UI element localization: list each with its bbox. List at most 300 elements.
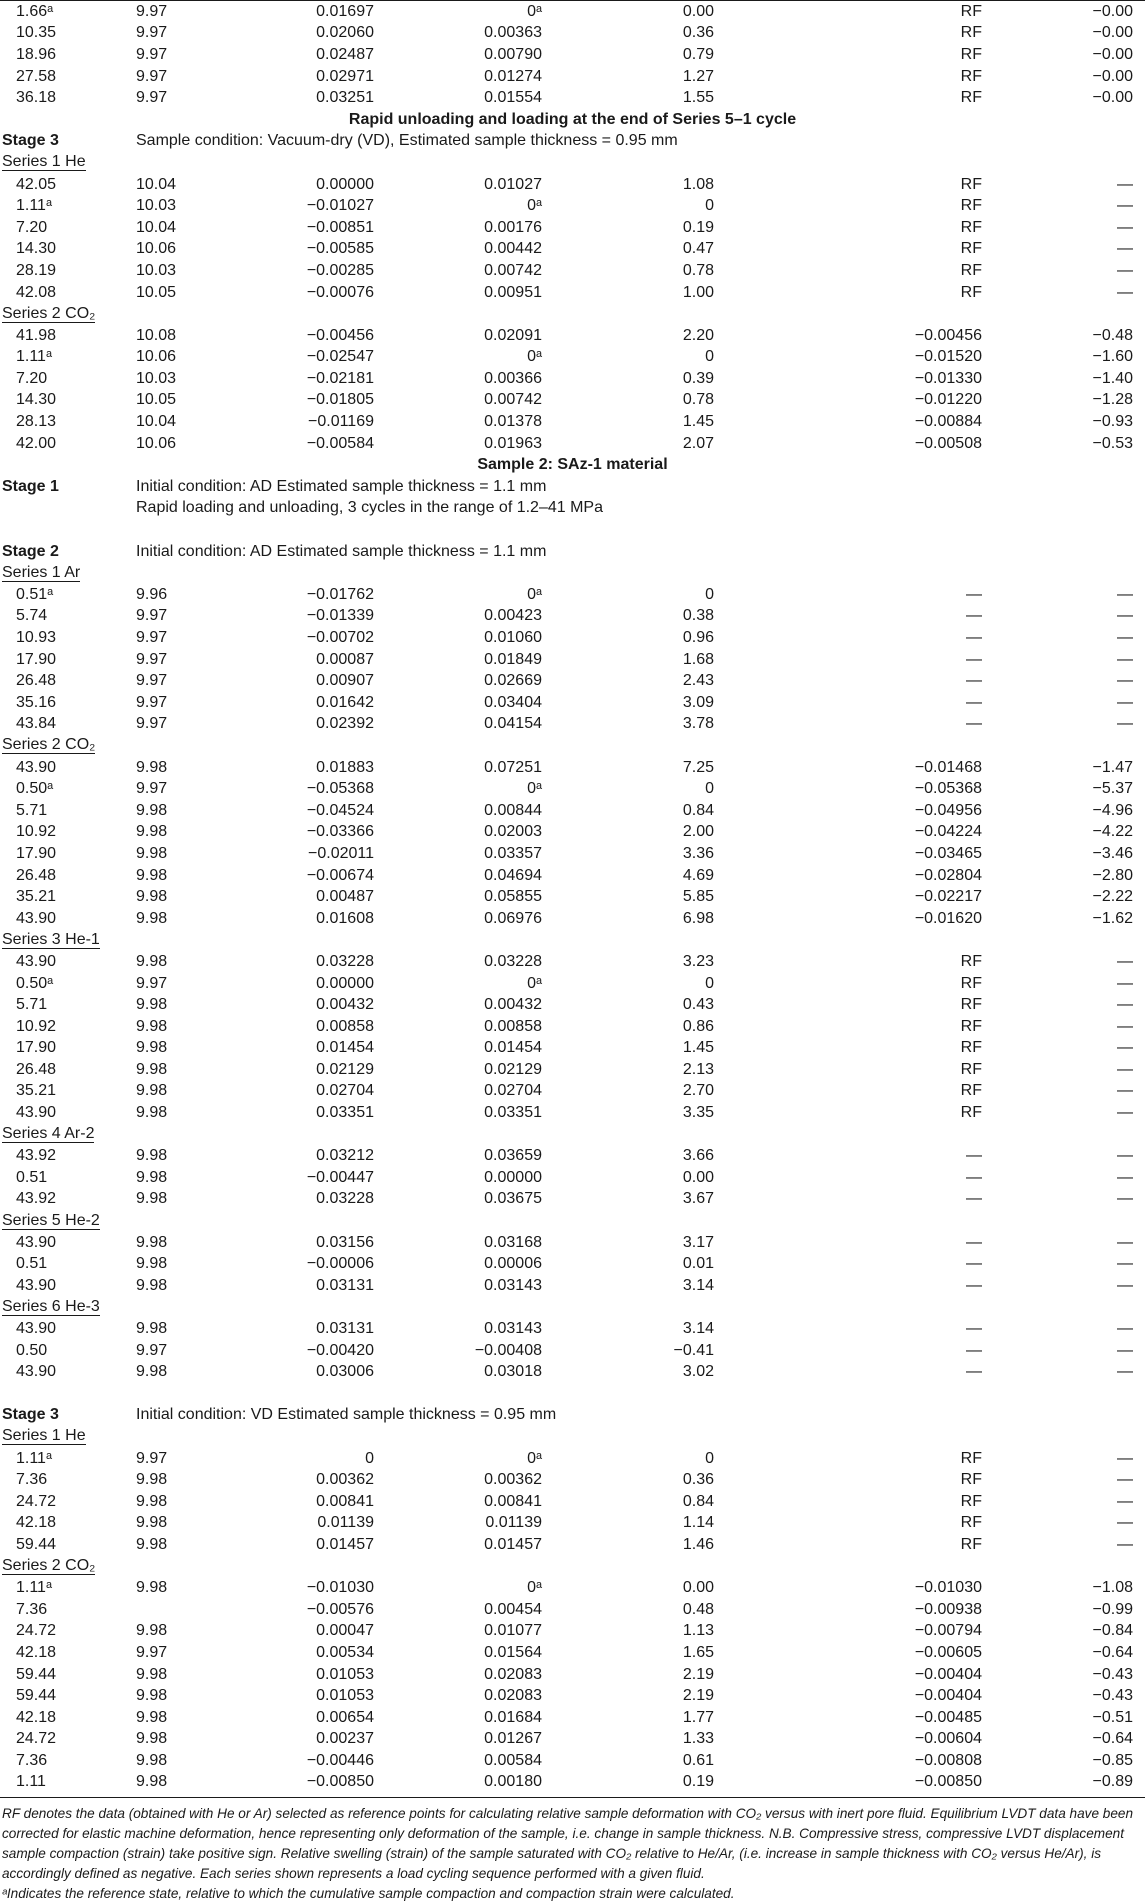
strain-cell: 6.98: [682, 909, 714, 927]
pressure-value: 0.51: [16, 1255, 48, 1273]
table-row: [0, 260, 1145, 282]
table-row: [0, 1232, 1145, 1254]
strain-cell: 0.84: [682, 1492, 714, 1510]
temperature-cell: 9.98: [136, 1514, 168, 1532]
table-row: [0, 1102, 1145, 1124]
strain-cell: 4.69: [682, 866, 714, 884]
pressure-value: 28.19: [16, 261, 57, 279]
lvdt-cell: −0.04524: [306, 801, 374, 819]
strain-cell: 0.00: [682, 1579, 714, 1597]
pressure-cell: [0, 1, 130, 23]
pressure-cell: [0, 195, 130, 217]
temperature-cell: 9.98: [136, 1276, 168, 1294]
relative-deformation-cell: RF: [960, 996, 982, 1014]
compaction-cell: 0.01274: [484, 67, 542, 85]
series-header-cell: [0, 1426, 1145, 1448]
pressure-cell: [0, 1189, 130, 1211]
relative-deformation-cell: −0.01330: [914, 369, 982, 387]
temperature-cell: 9.98: [136, 1622, 168, 1640]
pressure-cell: [0, 1707, 130, 1729]
strain-cell: 0.38: [682, 607, 714, 625]
pressure-value: 0.51: [16, 1168, 48, 1186]
relative-deformation-cell: —: [966, 1190, 982, 1208]
pressure-value: 17.90: [16, 650, 57, 668]
strain-cell: 2.43: [682, 672, 714, 690]
strain-cell: 0: [705, 974, 714, 992]
lvdt-cell: −0.01805: [306, 391, 374, 409]
pressure-value: 1.11ᵃ: [16, 1579, 52, 1597]
temperature-cell: 10.03: [136, 197, 177, 215]
stage-row: [0, 476, 1145, 498]
pressure-value: 28.13: [16, 413, 57, 431]
stage-row: [0, 131, 1145, 153]
table-row: [0, 1707, 1145, 1729]
lvdt-cell: 0.03006: [316, 1363, 374, 1381]
pressure-cell: [0, 1513, 130, 1535]
table-row: [0, 1275, 1145, 1297]
pressure-value: 0.51ᵃ: [16, 585, 54, 603]
lvdt-cell: 0.02129: [316, 1060, 374, 1078]
relative-strain-cell: —: [1117, 1492, 1133, 1510]
compaction-cell: 0.03143: [484, 1320, 542, 1338]
temperature-cell: 9.98: [136, 1082, 168, 1100]
compaction-cell: 0.01027: [484, 175, 542, 193]
pressure-cell: [0, 368, 130, 390]
relative-strain-cell: −0.53: [1092, 434, 1133, 452]
series-header-cell: [0, 735, 1145, 757]
relative-strain-cell: —: [1117, 650, 1133, 668]
relative-deformation-cell: —: [966, 650, 982, 668]
pressure-value: 5.74: [16, 607, 48, 625]
lvdt-cell: 0.02971: [316, 67, 374, 85]
strain-cell: 0.96: [682, 629, 714, 647]
table-row: [0, 778, 1145, 800]
strain-cell: 3.78: [682, 715, 714, 733]
compaction-cell: 0.01457: [484, 1535, 542, 1553]
table-row: [0, 1340, 1145, 1362]
lvdt-cell: 0.00362: [316, 1471, 374, 1489]
relative-strain-cell: —: [1117, 1233, 1133, 1251]
strain-cell: 0.61: [682, 1751, 714, 1769]
pressure-value: 26.48: [16, 866, 57, 884]
compaction-cell: 0.02669: [484, 672, 542, 690]
relative-strain-cell: —: [1117, 996, 1133, 1014]
temperature-cell: 10.05: [136, 391, 177, 409]
pressure-cell: [0, 843, 130, 865]
pressure-value: 10.92: [16, 1017, 57, 1035]
table-row: [0, 1, 1145, 23]
pressure-value: 1.11ᵃ: [16, 348, 52, 366]
table-row: [0, 1729, 1145, 1751]
strain-cell: 0.86: [682, 1017, 714, 1035]
pressure-value: 18.96: [16, 45, 57, 63]
table-row: [0, 411, 1145, 433]
table-row: [0, 217, 1145, 239]
lvdt-cell: 0.00432: [316, 996, 374, 1014]
relative-deformation-cell: −0.00508: [914, 434, 982, 452]
compaction-cell: 0.00742: [484, 391, 542, 409]
temperature-cell: 9.97: [136, 607, 168, 625]
pressure-cell: [0, 1621, 130, 1643]
relative-strain-cell: −0.99: [1092, 1600, 1133, 1618]
relative-strain-cell: −2.80: [1092, 866, 1133, 884]
relative-deformation-cell: —: [966, 715, 982, 733]
table-row: [0, 1664, 1145, 1686]
pressure-cell: [0, 1750, 130, 1772]
pressure-cell: [0, 260, 130, 282]
table-row: [0, 757, 1145, 779]
compaction-cell: 0.01684: [484, 1708, 542, 1726]
lvdt-cell: 0.00000: [316, 974, 374, 992]
strain-cell: 0.36: [682, 1471, 714, 1489]
strain-cell: 1.68: [682, 650, 714, 668]
relative-strain-cell: −0.48: [1092, 326, 1133, 344]
table-row: [0, 1772, 1145, 1794]
relative-strain-cell: −0.64: [1092, 1643, 1133, 1661]
compaction-cell: 0.00742: [484, 261, 542, 279]
lvdt-cell: −0.01027: [306, 197, 374, 215]
compaction-cell: 0.01060: [484, 629, 542, 647]
series-header-row: [0, 562, 1145, 584]
temperature-cell: 9.98: [136, 1687, 168, 1705]
pressure-value: 42.08: [16, 283, 57, 301]
pressure-value: 0.50ᵃ: [16, 974, 54, 992]
relative-deformation-cell: —: [966, 1341, 982, 1359]
strain-cell: 2.20: [682, 326, 714, 344]
table-body: [0, 1, 1145, 1794]
lvdt-cell: 0.00858: [316, 1017, 374, 1035]
compaction-cell: 0.01139: [485, 1514, 542, 1532]
pressure-value: 7.36: [16, 1600, 48, 1618]
table-row: [0, 66, 1145, 88]
series-header-cell: [0, 1210, 1145, 1232]
relative-deformation-cell: −0.01468: [914, 758, 982, 776]
relative-strain-cell: —: [1117, 1168, 1133, 1186]
lvdt-cell: −0.00585: [306, 240, 374, 258]
table-row: [0, 1016, 1145, 1038]
table-row: [0, 195, 1145, 217]
compaction-cell: 0.01267: [484, 1730, 542, 1748]
series-header-row: [0, 930, 1145, 952]
pressure-value: 43.90: [16, 952, 57, 970]
strain-cell: 3.36: [682, 844, 714, 862]
strain-cell: 2.19: [682, 1665, 714, 1683]
relative-deformation-cell: RF: [960, 1082, 982, 1100]
relative-deformation-cell: −0.05368: [914, 780, 982, 798]
temperature-cell: 9.98: [136, 909, 168, 927]
relative-strain-cell: —: [1117, 1341, 1133, 1359]
lvdt-cell: 0.01139: [317, 1514, 374, 1532]
compaction-cell: 0.01554: [484, 89, 542, 107]
relative-deformation-cell: −0.01220: [914, 391, 982, 409]
compaction-cell: 0.00790: [484, 45, 542, 63]
pressure-cell: [0, 822, 130, 844]
lvdt-cell: 0.01608: [316, 909, 374, 927]
table-row: [0, 1577, 1145, 1599]
pressure-cell: [0, 865, 130, 887]
compaction-cell: 0ᵃ: [527, 2, 542, 20]
table-row: [0, 1513, 1145, 1535]
pressure-value: 42.18: [16, 1708, 57, 1726]
table-row: [0, 347, 1145, 369]
table-row: [0, 714, 1145, 736]
table-row: [0, 1145, 1145, 1167]
relative-strain-cell: −1.60: [1092, 348, 1133, 366]
strain-cell: 1.65: [682, 1643, 714, 1661]
stage-condition: Initial condition: AD Estimated sample thickness = 1.1 mm: [136, 477, 547, 495]
temperature-cell: 9.98: [136, 866, 168, 884]
lvdt-cell: −0.02011: [308, 844, 374, 862]
lvdt-cell: 0.00047: [316, 1622, 374, 1640]
compaction-cell: 0.00000: [484, 1168, 542, 1186]
lvdt-cell: 0.00654: [316, 1708, 374, 1726]
pressure-cell: [0, 433, 130, 455]
temperature-cell: 9.97: [136, 24, 168, 42]
pressure-value: 17.90: [16, 844, 57, 862]
relative-deformation-cell: RF: [960, 1017, 982, 1035]
temperature-cell: 9.97: [136, 1643, 168, 1661]
pressure-value: 59.44: [16, 1665, 57, 1683]
table-row: [0, 368, 1145, 390]
lvdt-cell: 0.01642: [316, 693, 374, 711]
relative-strain-cell: —: [1117, 175, 1133, 193]
relative-strain-cell: —: [1117, 1060, 1133, 1078]
stage-condition: Initial condition: VD Estimated sample thickness = 0.95 mm: [136, 1406, 557, 1424]
compaction-cell: 0ᵃ: [527, 1449, 542, 1467]
lvdt-cell: 0.03228: [316, 952, 374, 970]
pressure-cell: [0, 1729, 130, 1751]
stage-condition: Sample condition: Vacuum-dry (VD), Estimated sample thickness = 0.95 mm: [136, 132, 678, 150]
section-heading: Rapid unloading and loading at the end of Series 5–1 cycle: [348, 110, 797, 128]
lvdt-cell: 0.03212: [316, 1147, 374, 1165]
relative-deformation-cell: RF: [960, 45, 982, 63]
lvdt-cell: −0.00851: [306, 218, 374, 236]
series-header-row: [0, 152, 1145, 174]
relative-deformation-cell: —: [966, 585, 982, 603]
temperature-cell: 9.98: [136, 823, 168, 841]
pressure-cell: [0, 411, 130, 433]
compaction-cell: 0.00006: [484, 1255, 542, 1273]
series-header-cell: [0, 562, 1145, 584]
strain-cell: 0.36: [682, 24, 714, 42]
temperature-cell: 10.04: [136, 218, 177, 236]
compaction-cell: 0.06976: [484, 909, 542, 927]
relative-deformation-cell: —: [966, 629, 982, 647]
strain-cell: 0.79: [682, 45, 714, 63]
relative-strain-cell: —: [1117, 1190, 1133, 1208]
relative-deformation-cell: −0.01620: [914, 909, 982, 927]
pressure-cell: [0, 1145, 130, 1167]
pressure-cell: [0, 282, 130, 304]
relative-deformation-cell: RF: [960, 283, 982, 301]
table-row: [0, 1642, 1145, 1664]
series-header-cell: [0, 152, 1145, 174]
table-row: [0, 1469, 1145, 1491]
lvdt-cell: −0.00674: [306, 866, 374, 884]
pressure-cell: [0, 1664, 130, 1686]
temperature-cell: 9.98: [136, 1665, 168, 1683]
relative-deformation-cell: RF: [960, 2, 982, 20]
series-header-row: [0, 735, 1145, 757]
pressure-cell: [0, 1318, 130, 1340]
strain-cell: 3.09: [682, 693, 714, 711]
relative-deformation-cell: RF: [960, 218, 982, 236]
temperature-cell: 9.97: [136, 2, 168, 20]
table-row: [0, 1253, 1145, 1275]
strain-cell: 0.78: [682, 261, 714, 279]
pressure-cell: [0, 1685, 130, 1707]
table-row: [0, 1534, 1145, 1556]
pressure-value: 24.72: [16, 1730, 57, 1748]
lvdt-cell: 0.01697: [316, 2, 374, 20]
lvdt-cell: 0.00841: [316, 1492, 374, 1510]
temperature-cell: 9.98: [136, 1168, 168, 1186]
strain-cell: 3.14: [682, 1276, 714, 1294]
pressure-value: 35.16: [16, 693, 57, 711]
series-header-row: [0, 1426, 1145, 1448]
compaction-cell: 0.01454: [484, 1039, 542, 1057]
temperature-cell: 9.97: [136, 629, 168, 647]
lvdt-cell: −0.00850: [306, 1773, 374, 1791]
pressure-value: 17.90: [16, 1039, 57, 1057]
relative-strain-cell: —: [1117, 974, 1133, 992]
relative-strain-cell: −0.00: [1092, 24, 1133, 42]
compaction-cell: 0ᵃ: [527, 780, 542, 798]
relative-strain-cell: −1.08: [1092, 1579, 1133, 1597]
relative-deformation-cell: RF: [960, 1514, 982, 1532]
relative-deformation-cell: −0.00404: [914, 1687, 982, 1705]
relative-deformation-cell: —: [966, 1168, 982, 1186]
pressure-value: 1.11ᵃ: [16, 197, 52, 215]
compaction-cell: 0.00180: [484, 1773, 542, 1791]
lvdt-cell: 0.00534: [316, 1643, 374, 1661]
spacer-row: [0, 519, 1145, 541]
relative-strain-cell: —: [1117, 1471, 1133, 1489]
lvdt-cell: 0.02392: [316, 715, 374, 733]
compaction-cell: 0.00363: [484, 24, 542, 42]
pressure-value: 1.66ᵃ: [16, 2, 54, 20]
temperature-cell: 9.98: [136, 1730, 168, 1748]
table-row: [0, 1448, 1145, 1470]
strain-cell: 1.14: [682, 1514, 714, 1532]
pressure-value: 1.11: [16, 1773, 46, 1791]
table-row: [0, 1081, 1145, 1103]
spacer-row: [0, 1383, 1145, 1405]
relative-strain-cell: −0.00: [1092, 89, 1133, 107]
temperature-cell: 9.98: [136, 758, 168, 776]
pressure-cell: [0, 649, 130, 671]
table-row: [0, 1167, 1145, 1189]
pressure-value: 10.92: [16, 823, 57, 841]
relative-deformation-cell: −0.00456: [914, 326, 982, 344]
relative-strain-cell: −0.00: [1092, 45, 1133, 63]
temperature-cell: 9.98: [136, 1060, 168, 1078]
lvdt-cell: −0.01169: [308, 413, 374, 431]
pressure-cell: [0, 800, 130, 822]
relative-strain-cell: —: [1117, 585, 1133, 603]
lvdt-cell: −0.00006: [306, 1255, 374, 1273]
lvdt-cell: −0.00576: [306, 1600, 374, 1618]
temperature-cell: 9.98: [136, 1579, 168, 1597]
temperature-cell: 9.97: [136, 650, 168, 668]
temperature-cell: 9.98: [136, 1320, 168, 1338]
pressure-value: 10.35: [16, 24, 57, 42]
strain-cell: 1.13: [682, 1622, 714, 1640]
strain-cell: 1.00: [682, 283, 714, 301]
pressure-value: 43.90: [16, 1104, 57, 1122]
relative-deformation-cell: RF: [960, 175, 982, 193]
pressure-cell: [0, 1102, 130, 1124]
pressure-value: 43.90: [16, 1233, 57, 1251]
table-row: [0, 1750, 1145, 1772]
compaction-cell: 0.04154: [484, 715, 542, 733]
relative-deformation-cell: −0.00808: [914, 1751, 982, 1769]
relative-strain-cell: −4.22: [1092, 823, 1133, 841]
table-row: [0, 87, 1145, 109]
stage-label: Stage 3: [2, 1406, 59, 1424]
compaction-cell: 0.07251: [484, 758, 542, 776]
section-heading-row: [0, 109, 1145, 131]
lvdt-cell: −0.00447: [306, 1168, 374, 1186]
pressure-cell: [0, 87, 130, 109]
temperature-cell: 9.98: [136, 1751, 168, 1769]
temperature-cell: 9.98: [136, 844, 168, 862]
pressure-cell: [0, 217, 130, 239]
compaction-cell: 0.00366: [484, 369, 542, 387]
table-row: [0, 239, 1145, 261]
strain-cell: 2.19: [682, 1687, 714, 1705]
relative-strain-cell: −0.84: [1092, 1622, 1133, 1640]
lvdt-cell: 0.03351: [316, 1104, 374, 1122]
table-row: [0, 692, 1145, 714]
lvdt-cell: −0.01339: [306, 607, 374, 625]
lvdt-cell: 0: [365, 1449, 374, 1467]
compaction-cell: 0.01963: [484, 434, 542, 452]
table-row: [0, 649, 1145, 671]
relative-strain-cell: —: [1117, 693, 1133, 711]
table-row: [0, 23, 1145, 45]
pressure-value: 59.44: [16, 1535, 57, 1553]
relative-strain-cell: —: [1117, 261, 1133, 279]
lvdt-cell: 0.00087: [316, 650, 374, 668]
relative-deformation-cell: —: [966, 1363, 982, 1381]
relative-deformation-cell: −0.02804: [914, 866, 982, 884]
relative-deformation-cell: —: [966, 1147, 982, 1165]
relative-strain-cell: −1.62: [1092, 909, 1133, 927]
pressure-value: 7.20: [16, 369, 48, 387]
lvdt-cell: 0.02704: [316, 1082, 374, 1100]
table-row: [0, 584, 1145, 606]
strain-cell: 0.84: [682, 801, 714, 819]
series-header-cell: [0, 303, 1145, 325]
lvdt-cell: −0.02547: [306, 348, 374, 366]
pressure-cell: [0, 973, 130, 995]
compaction-cell: 0.03659: [484, 1147, 542, 1165]
series-label: Series 1 He: [2, 1427, 86, 1445]
pressure-value: 36.18: [16, 89, 57, 107]
lvdt-cell: 0.01883: [316, 758, 374, 776]
pressure-cell: [0, 390, 130, 412]
pressure-cell: [0, 606, 130, 628]
compaction-cell: 0ᵃ: [527, 348, 542, 366]
compaction-cell: 0.01378: [484, 413, 542, 431]
footnote: RF denotes the data (obtained with He or Ar) selected as reference points for calculating relative sample deformation with CO₂ versus with inert pore fluid. Equilibrium LVDT data have been corrected for elastic machine deformation, hence representing only deformation of the sample, i.e. change in sample thickness. N.B. Compressive stress, compressive LVDT displacement sample compaction (strain) take positive sign. Relative swelling (strain) of the sample saturated with CO₂ relative to He/Ar, (i.e. increase in sample thickness with CO₂ versus He/Ar), is accordingly defined as negative. Each series shown represents a load cycling sequence performed with a given fluid.: [2, 1806, 1134, 1882]
series-header-cell: [0, 1556, 1145, 1578]
relative-strain-cell: —: [1117, 672, 1133, 690]
relative-strain-cell: −0.43: [1092, 1665, 1133, 1683]
relative-deformation-cell: −0.02217: [914, 888, 982, 906]
temperature-cell: 9.97: [136, 45, 168, 63]
